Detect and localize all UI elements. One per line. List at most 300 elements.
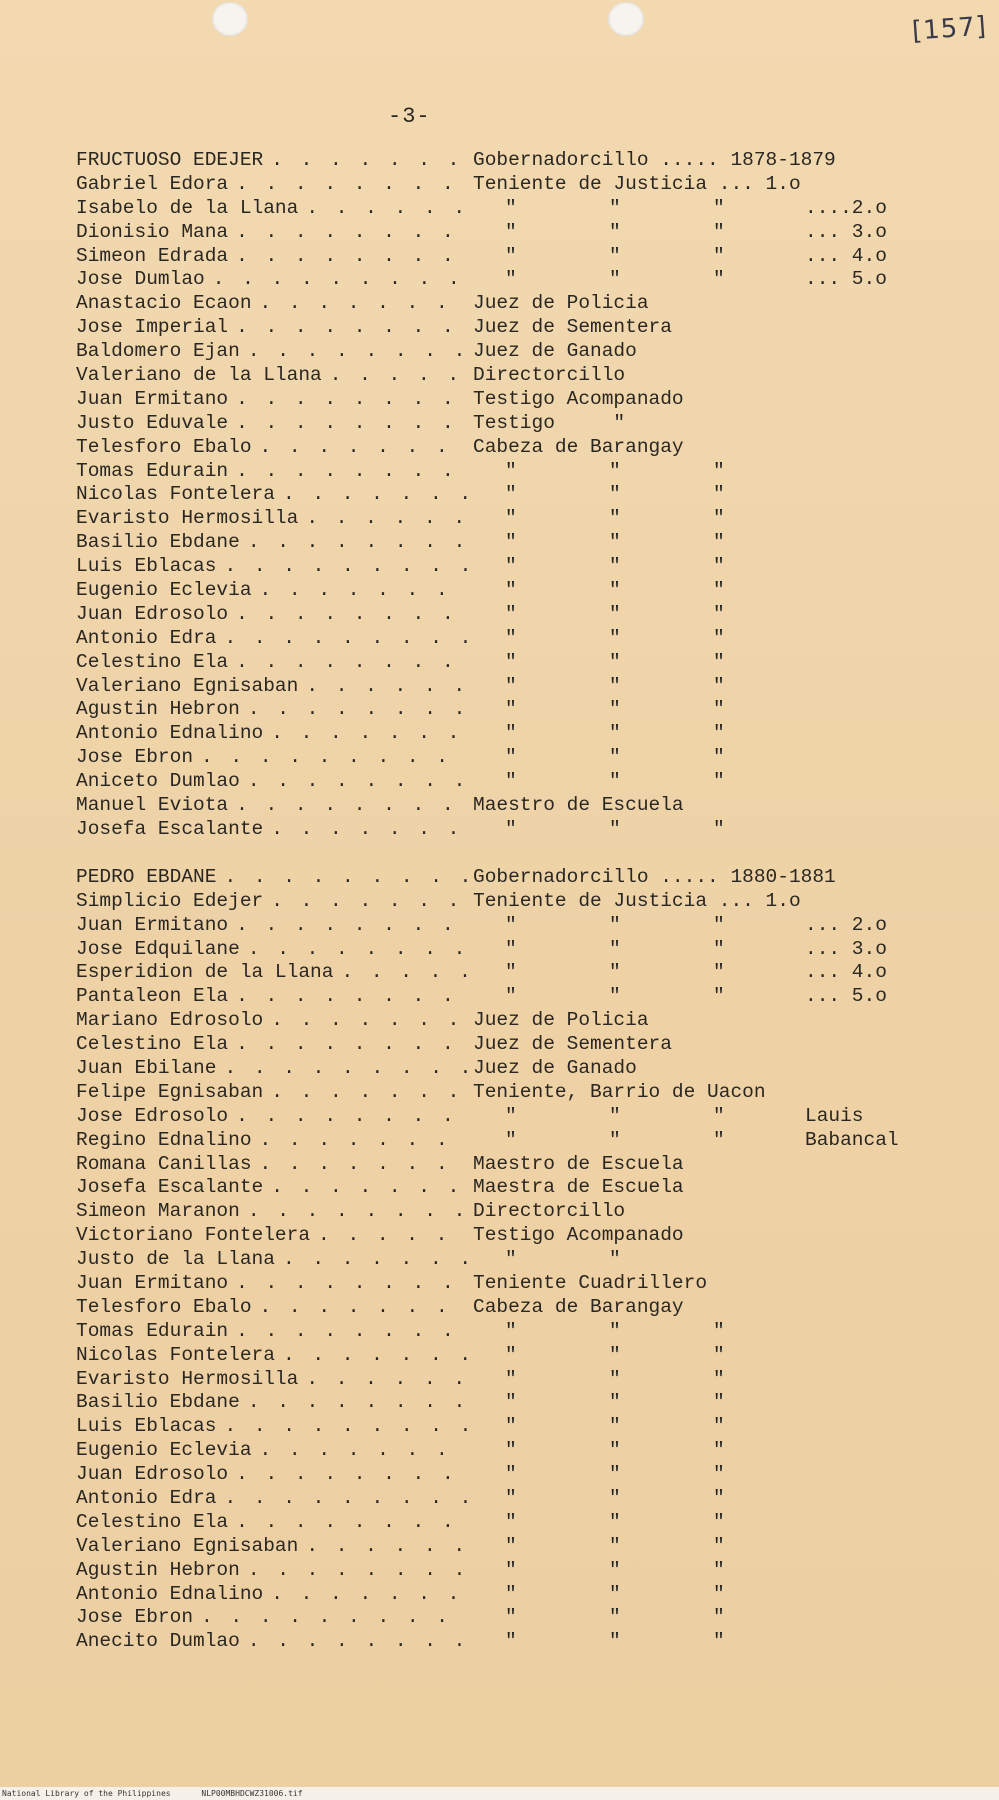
list-item — [76, 1511, 976, 1535]
official-name: Juan Edrosolo — [76, 602, 229, 625]
ditto-mark: " — [505, 1486, 517, 1509]
list-item — [76, 890, 976, 914]
official-name: Baldomero Ejan — [76, 340, 240, 363]
list-item — [76, 1081, 976, 1105]
dot-leader — [201, 746, 469, 770]
official-name: Justo de la Llana — [76, 1248, 275, 1271]
name-cell — [76, 818, 469, 842]
section-1 — [76, 149, 976, 842]
name-cell — [76, 292, 469, 316]
list-item — [76, 1129, 976, 1153]
ditto-mark: " — [713, 650, 725, 673]
ditto-marks — [469, 1439, 976, 1463]
ditto-mark: " — [505, 937, 517, 960]
official-position: Testigo " — [473, 411, 626, 434]
dot-leader — [283, 483, 469, 507]
ditto-mark: " — [713, 1630, 725, 1653]
ditto-mark: " — [609, 1343, 621, 1366]
ditto-mark: " — [609, 531, 621, 554]
list-item — [76, 1630, 976, 1654]
ditto-marks — [469, 1511, 976, 1535]
dot-leader — [271, 890, 469, 914]
official-name: Gabriel Edora — [76, 172, 229, 195]
ditto-mark: " — [609, 937, 621, 960]
dot-leader — [236, 412, 469, 436]
official-name: Mariano Edrosolo — [76, 1009, 264, 1032]
ditto-mark: " — [609, 1248, 621, 1271]
list-item — [76, 364, 976, 388]
name-cell — [76, 1344, 469, 1368]
dot-leader — [236, 1033, 469, 1057]
list-item — [76, 1176, 976, 1200]
dot-leader — [236, 794, 469, 818]
ditto-mark: " — [713, 961, 725, 984]
dot-leader — [306, 197, 469, 221]
official-name: Celestino Ela — [76, 1033, 229, 1056]
footer-source: National Library of the Philippines — [2, 1789, 171, 1798]
official-name: PEDRO EBDANE — [76, 865, 217, 888]
ditto-mark: " — [609, 1367, 621, 1390]
dot-leader — [248, 938, 469, 962]
ditto-mark: " — [713, 1367, 725, 1390]
name-cell — [76, 985, 469, 1009]
list-item — [76, 1009, 976, 1033]
ditto-mark: " — [609, 913, 621, 936]
name-cell — [76, 245, 469, 269]
ditto-mark: " — [713, 1606, 725, 1629]
name-cell — [76, 221, 469, 245]
name-cell — [76, 268, 469, 292]
official-name: Basilio Ebdane — [76, 531, 240, 554]
ditto-mark: " — [505, 531, 517, 554]
list-item — [76, 1487, 976, 1511]
dot-leader — [248, 531, 469, 555]
official-position: Juez de Sementera — [473, 1033, 672, 1056]
official-name: Juan Ebilane — [76, 1056, 217, 1079]
list-item — [76, 746, 976, 770]
ditto-mark: " — [713, 555, 725, 578]
list-item — [76, 436, 976, 460]
ditto-mark: " — [713, 1104, 725, 1127]
official-name: Nicolas Fontelera — [76, 483, 275, 506]
ditto-marks — [469, 1559, 976, 1583]
ditto-mark: " — [505, 650, 517, 673]
footer — [0, 1787, 999, 1800]
ditto-mark: " — [713, 985, 725, 1008]
dot-leader — [236, 651, 469, 675]
name-cell — [76, 1200, 469, 1224]
dot-leader — [248, 1559, 469, 1583]
ditto-marks — [469, 1129, 976, 1153]
name-cell — [76, 961, 469, 985]
dot-leader — [236, 1105, 469, 1129]
ditto-marks — [469, 579, 976, 603]
ditto-mark: " — [713, 1486, 725, 1509]
dot-leader — [248, 770, 469, 794]
official-position: Juez de Sementera — [473, 316, 672, 339]
ditto-mark: " — [713, 698, 725, 721]
ditto-mark: " — [505, 220, 517, 243]
name-cell — [76, 1081, 469, 1105]
ditto-mark: " — [609, 1415, 621, 1438]
ditto-marks — [469, 1391, 976, 1415]
name-cell — [76, 173, 469, 197]
ditto-mark: " — [609, 698, 621, 721]
official-position: Maestro de Escuela — [473, 794, 684, 817]
official-name: Antonio Ednalino — [76, 1582, 264, 1605]
official-name: Antonio Ednalino — [76, 722, 264, 745]
ditto-mark: " — [713, 1415, 725, 1438]
ditto-mark: " — [505, 1558, 517, 1581]
official-name: Dionisio Mana — [76, 220, 229, 243]
name-cell — [76, 890, 469, 914]
official-name: Celestino Ela — [76, 1510, 229, 1533]
name-cell — [76, 627, 469, 651]
list-item — [76, 651, 976, 675]
list-item — [76, 412, 976, 436]
name-cell — [76, 746, 469, 770]
officials-list — [76, 149, 976, 1654]
official-position: Gobernadorcillo ..... 1878-1879 — [473, 149, 836, 171]
dot-leader — [306, 1368, 469, 1392]
ditto-mark: " — [505, 483, 517, 506]
name-cell — [76, 1320, 469, 1344]
ditto-mark: " — [505, 1463, 517, 1486]
name-cell — [76, 412, 469, 436]
ditto-marks — [469, 1463, 976, 1487]
ditto-mark: " — [505, 626, 517, 649]
dot-leader — [306, 1535, 469, 1559]
list-item — [76, 1033, 976, 1057]
list-item — [76, 1105, 976, 1129]
list-item — [76, 531, 976, 555]
ditto-mark: " — [609, 1558, 621, 1581]
ditto-mark: " — [505, 1319, 517, 1342]
ditto-mark: " — [505, 985, 517, 1008]
ditto-mark: " — [505, 555, 517, 578]
ditto-marks — [469, 1248, 976, 1272]
list-item — [76, 221, 976, 245]
official-name: Basilio Ebdane — [76, 1391, 240, 1414]
ditto-mark: " — [505, 268, 517, 291]
ditto-mark: " — [713, 507, 725, 530]
ditto-marks — [469, 746, 976, 770]
ditto-mark: " — [713, 746, 725, 769]
ditto-mark: " — [609, 268, 621, 291]
official-name: Victoriano Fontelera — [76, 1224, 311, 1247]
ditto-marks — [469, 1105, 976, 1129]
official-position: Juez de Ganado — [473, 1056, 637, 1079]
official-name: Pantaleon Ela — [76, 985, 229, 1008]
list-item — [76, 483, 976, 507]
list-item — [76, 1224, 976, 1248]
ditto-mark: " — [505, 244, 517, 267]
name-cell — [76, 1463, 469, 1487]
dot-leader — [248, 1200, 469, 1224]
ditto-mark: " — [609, 1630, 621, 1653]
dot-leader — [236, 985, 469, 1009]
dot-leader — [271, 1081, 469, 1105]
ditto-mark: " — [713, 674, 725, 697]
name-cell — [76, 651, 469, 675]
official-name: Simeon Edrada — [76, 244, 229, 267]
ditto-marks — [469, 770, 976, 794]
ditto-mark: " — [609, 1463, 621, 1486]
punch-hole-right — [608, 2, 644, 36]
official-position: Testigo Acompanado — [473, 1224, 684, 1247]
official-name: Jose Dumlao — [76, 268, 205, 291]
ditto-mark: " — [505, 1128, 517, 1151]
name-cell — [76, 149, 469, 173]
ditto-mark: " — [713, 1463, 725, 1486]
official-position: Teniente de Justicia ... 1.o — [473, 889, 801, 912]
page-number: -3- — [388, 104, 431, 129]
rank-suffix: Lauis — [805, 1104, 864, 1127]
list-item — [76, 985, 976, 1009]
name-cell — [76, 388, 469, 412]
official-name: Telesforo Ebalo — [76, 1295, 252, 1318]
name-cell — [76, 1606, 469, 1630]
official-name: Valeriano Egnisaban — [76, 1534, 299, 1557]
dot-leader — [213, 268, 469, 292]
list-item — [76, 1559, 976, 1583]
official-position: Cabeza de Barangay — [473, 435, 684, 458]
ditto-marks — [469, 603, 976, 627]
dot-leader — [330, 364, 469, 388]
dot-leader — [201, 1606, 469, 1630]
list-item — [76, 1391, 976, 1415]
list-item — [76, 388, 976, 412]
dot-leader — [236, 460, 469, 484]
list-item — [76, 770, 976, 794]
dot-leader — [236, 1463, 469, 1487]
name-cell — [76, 938, 469, 962]
name-cell — [76, 1248, 469, 1272]
ditto-mark: " — [713, 1510, 725, 1533]
ditto-mark: " — [505, 746, 517, 769]
ditto-mark: " — [505, 817, 517, 840]
ditto-mark: " — [713, 602, 725, 625]
dot-leader — [260, 1129, 469, 1153]
ditto-mark: " — [609, 1128, 621, 1151]
official-name: Tomas Edurain — [76, 1319, 229, 1342]
ditto-mark: " — [505, 722, 517, 745]
name-cell — [76, 794, 469, 818]
name-cell — [76, 1583, 469, 1607]
ditto-mark: " — [505, 1630, 517, 1653]
name-cell — [76, 698, 469, 722]
ditto-mark: " — [609, 1391, 621, 1414]
ditto-marks — [469, 555, 976, 579]
dot-leader — [248, 340, 469, 364]
official-name: Jose Edquilane — [76, 937, 240, 960]
official-position: Teniente Cuadrillero — [473, 1271, 708, 1294]
ditto-mark: " — [505, 961, 517, 984]
name-cell — [76, 1057, 469, 1081]
dot-leader — [224, 866, 469, 890]
rank-suffix: ... 5.o — [805, 985, 887, 1008]
list-item — [76, 1535, 976, 1559]
list-item — [76, 1153, 976, 1177]
name-cell — [76, 1535, 469, 1559]
ditto-marks — [469, 1535, 976, 1559]
list-item — [76, 794, 976, 818]
ditto-mark: " — [609, 770, 621, 793]
ditto-mark: " — [505, 507, 517, 530]
ditto-mark: " — [505, 602, 517, 625]
rank-suffix: ... 4.o — [805, 961, 887, 984]
dot-leader — [271, 1176, 469, 1200]
official-position: Teniente de Justicia ... 1.o — [473, 172, 801, 195]
official-name: Josefa Escalante — [76, 817, 264, 840]
ditto-mark: " — [609, 579, 621, 602]
ditto-mark: " — [713, 1439, 725, 1462]
dot-leader — [236, 388, 469, 412]
list-item — [76, 866, 976, 890]
dot-leader — [306, 675, 469, 699]
official-name: Jose Imperial — [76, 316, 229, 339]
list-item — [76, 698, 976, 722]
ditto-mark: " — [713, 1558, 725, 1581]
ditto-marks — [469, 1583, 976, 1607]
dot-leader — [271, 149, 469, 173]
ditto-marks — [469, 483, 976, 507]
ditto-mark: " — [609, 459, 621, 482]
ditto-mark: " — [713, 770, 725, 793]
name-cell — [76, 507, 469, 531]
name-cell — [76, 1630, 469, 1654]
ditto-mark: " — [609, 1104, 621, 1127]
official-position: Directorcillo — [473, 364, 626, 387]
official-name: Evaristo Hermosilla — [76, 507, 299, 530]
name-cell — [76, 1368, 469, 1392]
dot-leader — [236, 245, 469, 269]
official-name: Juan Ermitano — [76, 913, 229, 936]
dot-leader — [236, 603, 469, 627]
ditto-mark: " — [609, 1534, 621, 1557]
ditto-marks — [469, 1630, 976, 1654]
name-cell — [76, 579, 469, 603]
official-name: Antonio Edra — [76, 626, 217, 649]
rank-suffix: ... 5.o — [805, 268, 887, 291]
rank-suffix: ....2.o — [805, 196, 887, 219]
name-cell — [76, 1129, 469, 1153]
dot-leader — [260, 1296, 469, 1320]
dot-leader — [224, 555, 469, 579]
official-name: FRUCTUOSO EDEJER — [76, 149, 264, 171]
official-name: Telesforo Ebalo — [76, 435, 252, 458]
ditto-mark: " — [505, 674, 517, 697]
official-name: Antonio Edra — [76, 1486, 217, 1509]
name-cell — [76, 555, 469, 579]
list-item — [76, 1057, 976, 1081]
official-name: Tomas Edurain — [76, 459, 229, 482]
official-name: Juan Edrosolo — [76, 1463, 229, 1486]
dot-leader — [236, 1511, 469, 1535]
ditto-mark: " — [713, 626, 725, 649]
ditto-mark: " — [609, 746, 621, 769]
list-item — [76, 1439, 976, 1463]
ditto-mark: " — [505, 1391, 517, 1414]
list-item — [76, 818, 976, 842]
name-cell — [76, 436, 469, 460]
official-name: Juan Ermitano — [76, 387, 229, 410]
ditto-marks — [469, 507, 976, 531]
rank-suffix: Babancal — [805, 1128, 899, 1151]
ditto-mark: " — [713, 937, 725, 960]
official-position: Maestra de Escuela — [473, 1176, 684, 1199]
ditto-mark: " — [505, 1582, 517, 1605]
dot-leader — [283, 1248, 469, 1272]
ditto-mark: " — [713, 1391, 725, 1414]
ditto-marks — [469, 698, 976, 722]
ditto-mark: " — [505, 770, 517, 793]
name-cell — [76, 197, 469, 221]
list-item — [76, 316, 976, 340]
dot-leader — [260, 1439, 469, 1463]
name-cell — [76, 1559, 469, 1583]
ditto-mark: " — [713, 1343, 725, 1366]
dot-leader — [248, 1391, 469, 1415]
list-item — [76, 938, 976, 962]
official-position: Cabeza de Barangay — [473, 1295, 684, 1318]
ditto-mark: " — [505, 1367, 517, 1390]
ditto-mark: " — [713, 913, 725, 936]
ditto-mark: " — [609, 961, 621, 984]
official-position: Juez de Policia — [473, 1009, 649, 1032]
name-cell — [76, 914, 469, 938]
ditto-mark: " — [609, 1486, 621, 1509]
dot-leader — [224, 1415, 469, 1439]
dot-leader — [260, 436, 469, 460]
official-name: Simplicio Edejer — [76, 889, 264, 912]
list-item — [76, 268, 976, 292]
ditto-marks — [469, 985, 976, 1009]
list-item — [76, 1368, 976, 1392]
dot-leader — [271, 1583, 469, 1607]
ditto-mark: " — [713, 459, 725, 482]
official-name: Anecito Dumlao — [76, 1630, 240, 1653]
official-position: Maestro de Escuela — [473, 1152, 684, 1175]
name-cell — [76, 1391, 469, 1415]
list-item — [76, 1463, 976, 1487]
official-name: Aniceto Dumlao — [76, 770, 240, 793]
ditto-mark: " — [505, 459, 517, 482]
name-cell — [76, 1153, 469, 1177]
ditto-mark: " — [505, 913, 517, 936]
official-name: Felipe Egnisaban — [76, 1080, 264, 1103]
ditto-mark: " — [609, 244, 621, 267]
ditto-marks — [469, 1415, 976, 1439]
ditto-marks — [469, 722, 976, 746]
official-position: Testigo Acompanado — [473, 387, 684, 410]
ditto-mark: " — [713, 483, 725, 506]
ditto-mark: " — [609, 483, 621, 506]
ditto-mark: " — [505, 1606, 517, 1629]
rank-suffix: ... 3.o — [805, 937, 887, 960]
ditto-mark: " — [713, 579, 725, 602]
list-item — [76, 460, 976, 484]
official-name: Jose Edrosolo — [76, 1104, 229, 1127]
rank-suffix: ... 4.o — [805, 244, 887, 267]
list-item — [76, 579, 976, 603]
name-cell — [76, 531, 469, 555]
ditto-mark: " — [713, 244, 725, 267]
list-item — [76, 173, 976, 197]
official-name: Luis Eblacas — [76, 1415, 217, 1438]
dot-leader — [236, 1272, 469, 1296]
rank-suffix: ... 3.o — [805, 220, 887, 243]
